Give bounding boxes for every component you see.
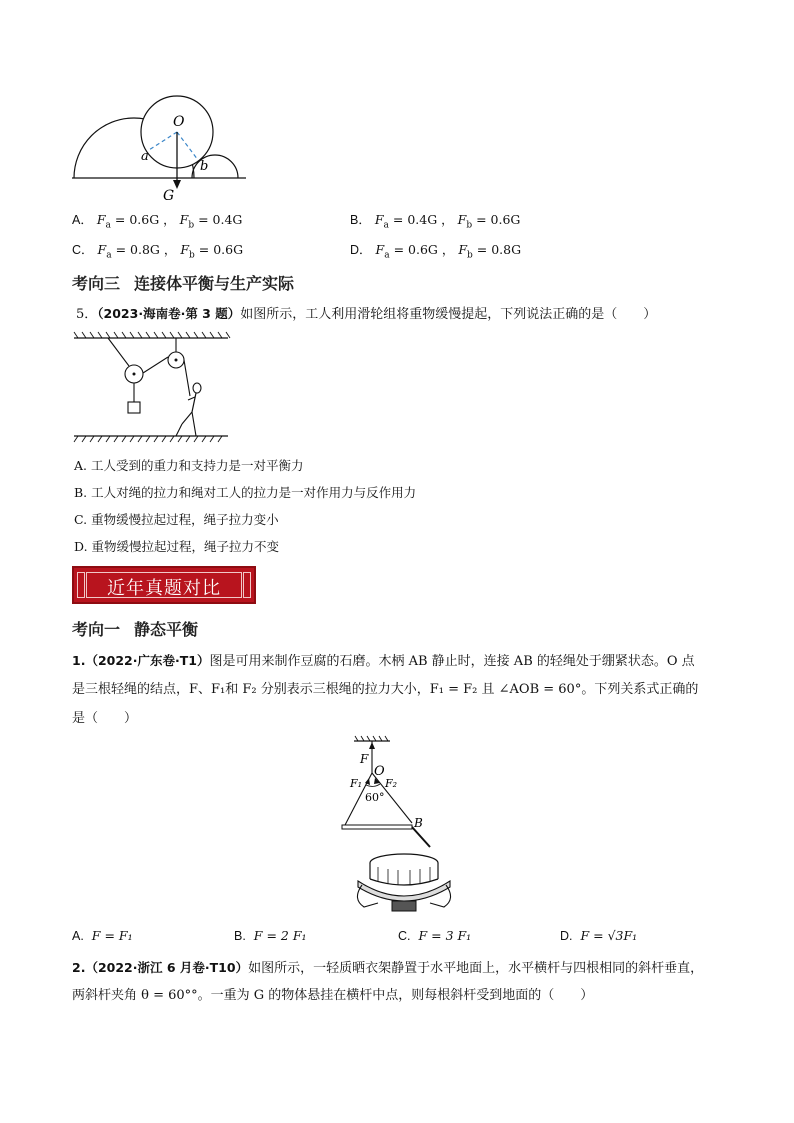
banner-text: 近年真题对比 bbox=[107, 578, 221, 599]
q1-stem-line1: 1.（2022·广东卷·T1）图是可用来制作豆腐的石磨。木柄 AB 静止时，连接 AB 的轻绳处于绷紧状态。O 点 bbox=[72, 653, 695, 669]
q1-option-d: D. F = √3F₁ bbox=[560, 928, 638, 943]
label-o: O bbox=[374, 764, 385, 779]
q5-option-c: C. 重物缓慢拉起过程，绳子拉力变小 bbox=[74, 512, 279, 527]
label-angle: 60° bbox=[365, 791, 385, 804]
label-b: B bbox=[414, 816, 423, 830]
q2-stem-line1: 2.（2022·浙江 6 月卷·T10）如图所示，一轻质晒衣架静置于水平地面上，水平横杆与四根相同的斜杆垂直， bbox=[72, 960, 704, 976]
section-heading-1: 考向一 静态平衡 bbox=[72, 620, 199, 639]
q1-option-b: B. F = 2 F₁ bbox=[234, 928, 307, 943]
label-g: G bbox=[163, 188, 175, 204]
label-b: b bbox=[200, 159, 209, 174]
q4-option-c: C． $F_a = 0.8G$ ， $F_b = 0.6G$ bbox=[72, 242, 244, 261]
label-f1: F₁ bbox=[350, 777, 363, 790]
figure-millstone bbox=[338, 735, 458, 915]
q4-option-b: B． $F_a = 0.4G$ ， $F_b = 0.6G$ bbox=[350, 212, 521, 231]
q4-option-a: A． $F_a = 0.6G$ ， $F_b = 0.4G$ bbox=[72, 212, 243, 231]
section-banner bbox=[72, 566, 256, 604]
q1-option-c: C. F = 3 F₁ bbox=[398, 928, 472, 943]
q4-option-d: D． $F_a = 0.6G$ ， $F_b = 0.8G$ bbox=[350, 242, 522, 261]
figure-pulley bbox=[72, 330, 232, 445]
q1-stem-line2: 是三根轻绳的结点，F、F₁和 F₂ 分别表示三根绳的拉力大小，F₁ = F₂ 且 ∠AOB = 60°。下列关系式正确的 bbox=[72, 682, 699, 697]
q1-option-a: A. F = F₁ bbox=[72, 928, 133, 943]
label-o: O bbox=[173, 114, 185, 130]
label-a: a bbox=[141, 149, 149, 164]
q5-option-b: B. 工人对绳的拉力和绳对工人的拉力是一对作用力与反作用力 bbox=[74, 485, 417, 500]
q1-stem-line3: 是（ ） bbox=[72, 711, 138, 726]
q5-option-a: A. 工人受到的重力和支持力是一对平衡力 bbox=[74, 458, 304, 473]
q5-stem: 5．（2023·海南卷·第 3 题）如图所示，工人利用滑轮组将重物缓慢提起，下列说法正确的是（ ） bbox=[76, 306, 657, 322]
label-f: F bbox=[360, 752, 369, 766]
q2-stem-line2: 两斜杆夹角 θ = 60°°。一重为 G 的物体悬挂在横杆中点，则每根斜杆受到地面的（ ） bbox=[72, 988, 594, 1003]
label-f2: F₂ bbox=[385, 777, 398, 790]
figure-balls bbox=[70, 92, 250, 204]
section-heading-3: 考向三 连接体平衡与生产实际 bbox=[72, 274, 295, 293]
q5-option-d: D. 重物缓慢拉起过程，绳子拉力不变 bbox=[74, 539, 280, 554]
